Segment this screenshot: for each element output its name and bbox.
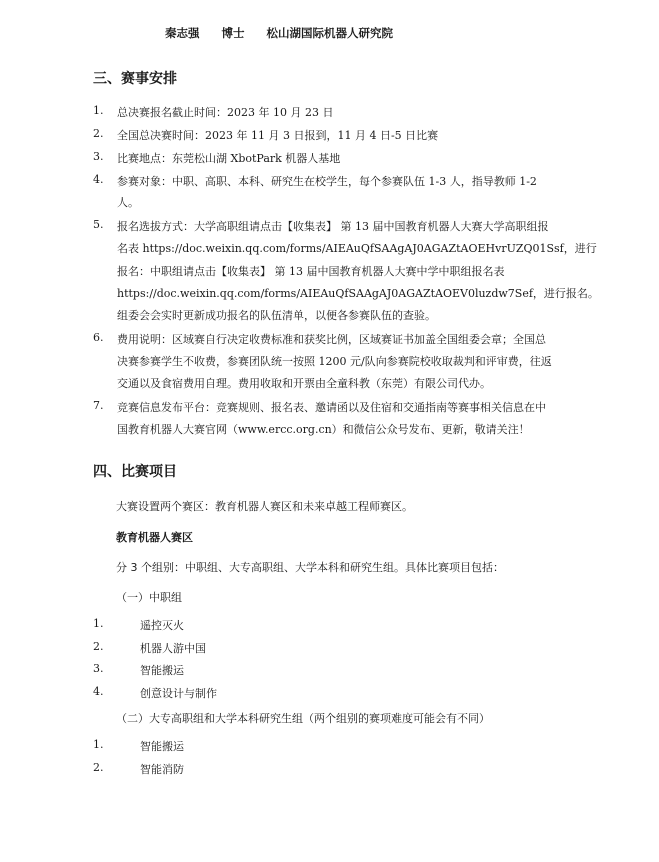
contact-line — [165, 25, 411, 41]
item-line: 报名：中职组请点击【收集表】 第 13 届中国教育机器人大赛中学中职组报名表 — [117, 265, 505, 278]
contact-org: 松山湖国际机器人研究院 — [266, 26, 394, 40]
group-item-number: 2. — [93, 761, 104, 774]
item-line: 决赛参赛学生不收费，参赛团队统一按照 1200 元/队向参赛院校收取裁判和评审费，往返 — [117, 355, 552, 368]
item-number: 2. — [93, 127, 104, 140]
item-line: 费用说明：区域赛自行决定收费标准和获奖比例，区域赛证书加盖全国组委会章；全国总 — [117, 333, 546, 346]
zone-description: 分 3 个组别：中职组、大专高职组、大学本科和研究生组。具体比赛项目包括： — [116, 561, 504, 574]
item-line: 人。 — [117, 196, 139, 209]
item-line: 国教育机器人大赛官网（www.ercc.org.cn）和微信公众号发布、更新，敬请关注！ — [117, 423, 530, 436]
zone-title: 教育机器人赛区 — [116, 531, 193, 544]
group-item-number: 4. — [93, 685, 104, 698]
item-line: 比赛地点：东莞松山湖 XbotPark 机器人基地 — [117, 152, 341, 165]
item-line: 全国总决赛时间：2023 年 11 月 3 日报到，11 月 4 日-5 日比赛 — [117, 129, 439, 142]
item-number: 7. — [93, 399, 104, 412]
section-4-heading: 四、比赛项目 — [93, 464, 177, 480]
contact-title: 博士 — [221, 26, 245, 40]
item-line: 总决赛报名截止时间：2023 年 10 月 23 日 — [117, 106, 334, 119]
item-number: 1. — [93, 104, 104, 117]
item-number: 6. — [93, 331, 104, 344]
item-line: 组委会会实时更新成功报名的队伍清单，以便各参赛队伍的查验。 — [117, 309, 436, 322]
group-item-text: 智能搬运 — [140, 664, 184, 677]
group-item-text: 智能搬运 — [140, 740, 184, 753]
item-line: https://doc.weixin.qq.com/forms/AIEAuQfSAAgAJ0AGAZtAOEV0luzdw7Sef，进行报名。 — [117, 287, 599, 300]
item-line: 报名选拔方式：大学高职组请点击【收集表】 第 13 届中国教育机器人大赛大学高职组报 — [117, 220, 549, 233]
item-line: 竞赛信息发布平台：竞赛规则、报名表、邀请函以及住宿和交通指南等赛事相关信息在中 — [117, 401, 546, 414]
group-item-number: 3. — [93, 662, 104, 675]
group-item-number: 2. — [93, 640, 104, 653]
group-item-text: 智能消防 — [140, 763, 184, 776]
group-item-text: 创意设计与制作 — [140, 687, 217, 700]
item-number: 3. — [93, 150, 104, 163]
group-item-text: 机器人游中国 — [140, 642, 206, 655]
group-item-number: 1. — [93, 617, 104, 630]
section-3-heading: 三、赛事安排 — [93, 71, 177, 87]
item-number: 4. — [93, 173, 104, 186]
item-line: 名表 https://doc.weixin.qq.com/forms/AIEAuQfSAAgAJ0AGAZtAOEHvrUZQ01Ssf，进行 — [117, 242, 597, 255]
section-4-intro: 大赛设置两个赛区：教育机器人赛区和未来卓越工程师赛区。 — [116, 500, 413, 513]
group-item-number: 1. — [93, 738, 104, 751]
item-line: 参赛对象：中职、高职、本科、研究生在校学生，每个参赛队伍 1-3 人，指导教师 1-2 — [117, 175, 537, 188]
group-1-title: （一）中职组 — [116, 591, 182, 604]
group-2-title: （二）大专高职组和大学本科研究生组（两个组别的赛项难度可能会有不同） — [116, 712, 490, 725]
item-line: 交通以及食宿费用自理。费用收取和开票由全童科教（东莞）有限公司代办。 — [117, 377, 491, 390]
group-item-text: 遥控灭火 — [140, 619, 184, 632]
contact-name: 秦志强 — [165, 26, 200, 40]
item-number: 5. — [93, 218, 104, 231]
